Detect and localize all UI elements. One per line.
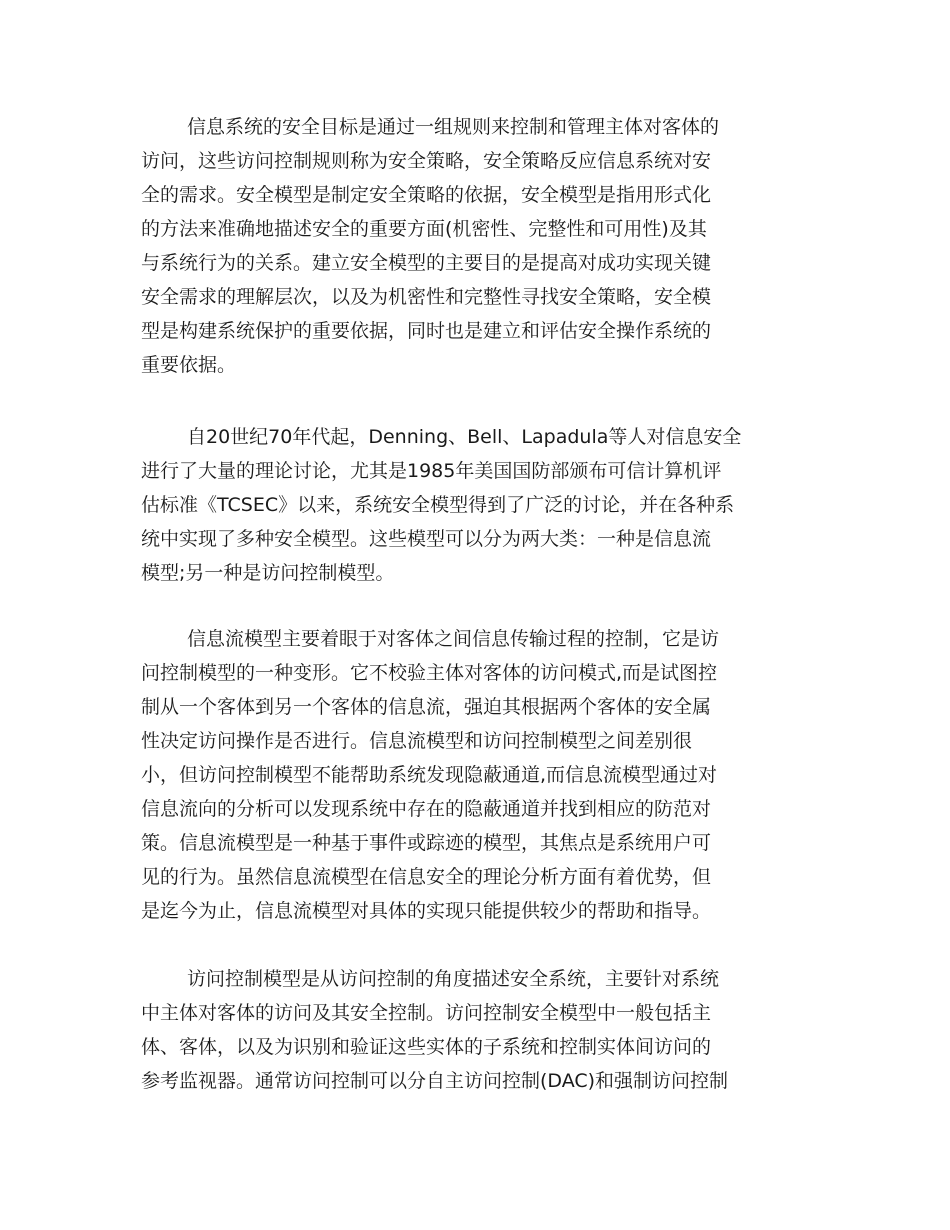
text-line: 性决定访问操作是否进行。信息流模型和访问控制模型之间差别很 — [141, 730, 693, 752]
text-line: 访问，这些访问控制规则称为安全策略，安全策略反应信息系统对安 — [141, 150, 712, 172]
text-line: 信息流向的分析可以发现系统中存在的隐蔽通道并找到相应的防范对 — [141, 798, 712, 820]
text-line: 进行了大量的理论讨论，尤其是1985年美国国防部颁布可信计算机评 — [141, 460, 722, 482]
text-line: 估标准《TCSEC》以来，系统安全模型得到了广泛的讨论，并在各种系 — [141, 494, 735, 516]
text-line: 制从一个客体到另一个客体的信息流，强迫其根据两个客体的安全属 — [141, 696, 712, 718]
text-line: 策。信息流模型是一种基于事件或踪迹的模型，其焦点是系统用户可 — [141, 832, 712, 854]
text-line: 问控制模型的一种变形。它不校验主体对客体的访问模式,而是试图控 — [141, 662, 718, 684]
text-line: 模型;另一种是访问控制模型。 — [141, 562, 395, 584]
text-line: 全的需求。安全模型是制定安全策略的依据，安全模型是指用形式化 — [141, 184, 712, 206]
text-line: 是迄今为止，信息流模型对具体的实现只能提供较少的帮助和指导。 — [141, 900, 712, 922]
paragraph-access-control-model — [141, 962, 821, 1098]
text-line: 体、客体，以及为识别和验证这些实体的子系统和控制实体间访问的 — [141, 1036, 712, 1058]
paragraph-history — [141, 420, 821, 590]
text-line: 型是构建系统保护的重要依据，同时也是建立和评估安全操作系统的 — [141, 320, 712, 342]
text-line: 统中实现了多种安全模型。这些模型可以分为两大类：一种是信息流 — [141, 528, 712, 550]
text-line: 自20世纪70年代起，Denning、Bell、Lapadula等人对信息安全 — [187, 426, 742, 448]
text-line: 见的行为。虽然信息流模型在信息安全的理论分析方面有着优势，但 — [141, 866, 712, 888]
text-line: 重要依据。 — [141, 354, 237, 376]
text-line: 的方法来准确地描述安全的重要方面(机密性、完整性和可用性)及其 — [141, 218, 707, 240]
text-line: 访问控制模型是从访问控制的角度描述安全系统，主要针对系统 — [187, 968, 720, 990]
text-line: 信息系统的安全目标是通过一组规则来控制和管理主体对客体的 — [187, 116, 720, 138]
text-line: 参考监视器。通常访问控制可以分自主访问控制(DAC)和强制访问控制 — [141, 1070, 729, 1092]
text-line: 中主体对客体的访问及其安全控制。访问控制安全模型中一般包括主 — [141, 1002, 712, 1024]
text-line: 与系统行为的关系。建立安全模型的主要目的是提高对成功实现关键 — [141, 252, 712, 274]
text-line: 信息流模型主要着眼于对客体之间信息传输过程的控制，它是访 — [187, 628, 720, 650]
paragraph-security-models-intro — [141, 110, 821, 382]
text-line: 安全需求的理解层次，以及为机密性和完整性寻找安全策略，安全模 — [141, 286, 712, 308]
paragraph-information-flow-model — [141, 622, 821, 928]
text-line: 小，但访问控制模型不能帮助系统发现隐蔽通道,而信息流模型通过对 — [141, 764, 718, 786]
